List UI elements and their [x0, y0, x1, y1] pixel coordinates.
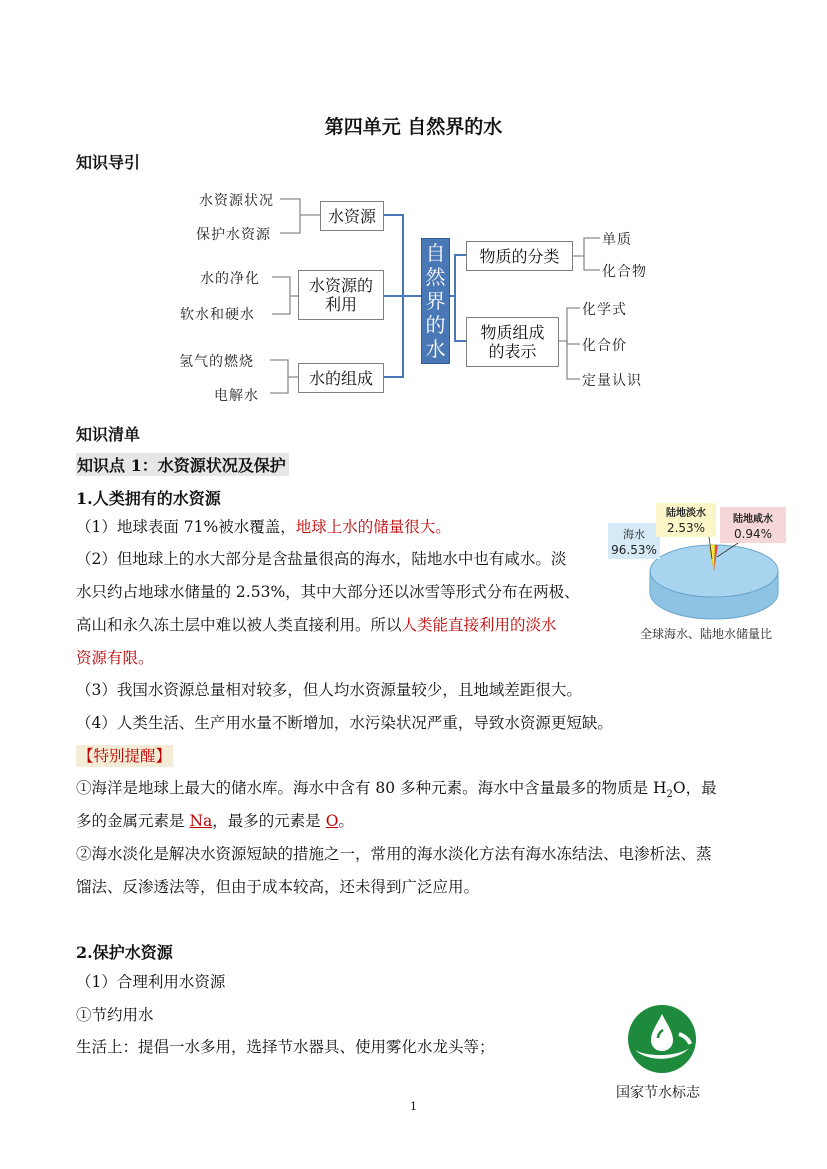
- paragraph: （2）但地球上的水大部分是含盐量很高的海水，陆地水中也有咸水。淡: [76, 550, 567, 568]
- mindmap-node: [320, 201, 384, 231]
- mindmap-item: 化合价: [582, 338, 627, 354]
- mindmap-connectors: [0, 0, 827, 420]
- paragraph: （1）合理利用水资源: [76, 973, 226, 991]
- mindmap-item: 单质: [602, 232, 632, 248]
- mindmap-center: [421, 238, 450, 364]
- mindmap-center-char: 界: [425, 289, 446, 313]
- mindmap-center-char: 然: [425, 265, 446, 289]
- mindmap-node: [298, 363, 384, 393]
- mindmap-node-label: 利用: [324, 295, 357, 314]
- paragraph: （4）人类生活、生产用水量不断增加，水污染状况严重，导致水资源更短缺。: [76, 714, 613, 732]
- guide-heading: 知识导引: [76, 153, 141, 172]
- subscript: 2: [666, 789, 673, 801]
- text: 。: [338, 812, 354, 830]
- mindmap-item: 水资源状况: [199, 193, 274, 209]
- mindmap-node: [466, 317, 559, 367]
- logo-caption: 国家节水标志: [616, 1085, 700, 1101]
- paragraph: ①节约用水: [76, 1006, 154, 1024]
- mindmap-node-label: 的表示: [488, 342, 537, 361]
- highlight-text: 人类能直接利用的淡水: [401, 616, 557, 634]
- mindmap-node-label: 水资源的: [308, 276, 373, 295]
- mindmap-node-label: 物质组成: [480, 323, 545, 342]
- pie-label: 陆地淡水: [666, 508, 706, 519]
- text: 多的金属元素是: [76, 812, 190, 830]
- pie-value: 0.94%: [733, 527, 773, 541]
- answer-text: O: [325, 812, 339, 830]
- water-saving-logo: [616, 1004, 726, 1104]
- text: ，最多的元素是: [212, 812, 326, 830]
- paragraph: [76, 614, 557, 636]
- paragraph: [76, 516, 451, 538]
- mindmap-item: 电解水: [214, 388, 259, 404]
- paragraph: （3）我国水资源总量相对较多，但人均水资源量较少，且地域差距很大。: [76, 681, 582, 699]
- tip-label: 【特别提醒】: [78, 747, 172, 765]
- mindmap-item: 化合物: [602, 264, 647, 280]
- pie-label: 陆地咸水: [733, 514, 773, 525]
- pie-caption: 全球海水、陆地水储量比: [640, 627, 773, 641]
- text: O，最: [672, 779, 717, 797]
- mindmap-item: 氢气的燃烧: [179, 354, 254, 370]
- mindmap-center-char: 自: [425, 241, 446, 265]
- pie-figure: [600, 497, 810, 647]
- mindmap-node-label: 水的组成: [308, 368, 373, 388]
- mindmap-item: 保护水资源: [196, 227, 271, 243]
- highlight-text: 地球上水的储量很大。: [295, 518, 451, 536]
- paragraph: ②海水淡化是解决水资源短缺的措施之一，常用的海水淡化方法有海水冻结法、电渗析法、蒸: [76, 845, 712, 863]
- pie-value: 96.53%: [611, 543, 657, 557]
- text: （1）地球表面 71%被水覆盖，: [76, 518, 296, 536]
- list-heading: 知识清单: [76, 425, 141, 444]
- mindmap-center-char: 水: [425, 337, 446, 361]
- mindmap-node-label: 水资源: [327, 206, 376, 226]
- text: 高山和永久冻土层中难以被人类直接利用。所以: [76, 616, 402, 634]
- section-heading: 1.人类拥有的水资源: [76, 489, 221, 508]
- page-number: 1: [410, 1100, 417, 1113]
- paragraph: 馏法、反渗透法等，但由于成本较高，还未得到广泛应用。: [76, 878, 480, 896]
- paragraph: 生活上：提倡一水多用，选择节水器具、使用雾化水龙头等；: [76, 1038, 495, 1056]
- answer-text: Na: [189, 812, 213, 830]
- paragraph: [76, 777, 717, 806]
- section-heading: 2.保护水资源: [76, 943, 173, 962]
- mindmap-item: 定量认识: [582, 373, 642, 389]
- mindmap-node-label: 物质的分类: [479, 246, 560, 266]
- page-title: 第四单元 自然界的水: [324, 116, 503, 138]
- mindmap-node: [466, 241, 573, 271]
- paragraph: 水只约占地球水储量的 2.53%，其中大部分还以冰雪等形式分布在两极、: [76, 583, 580, 601]
- text: ①海洋是地球上最大的储水库。海水中含有 80 多种元素。海水中含量最多的物质是 H: [76, 779, 667, 797]
- paragraph: [76, 810, 354, 832]
- mindmap-item: 水的净化: [200, 271, 260, 287]
- water-drop-logo-icon: [627, 1004, 697, 1074]
- paragraph: 资源有限。: [76, 649, 154, 667]
- mindmap-node: [298, 270, 384, 320]
- pie-value: 2.53%: [666, 521, 706, 535]
- mindmap-item: 软水和硬水: [180, 307, 255, 323]
- point-heading: 知识点 1：水资源状况及保护: [76, 453, 289, 476]
- pie-label: 海水: [623, 528, 645, 541]
- mindmap-item: 化学式: [582, 302, 627, 318]
- mindmap-center-char: 的: [425, 313, 446, 337]
